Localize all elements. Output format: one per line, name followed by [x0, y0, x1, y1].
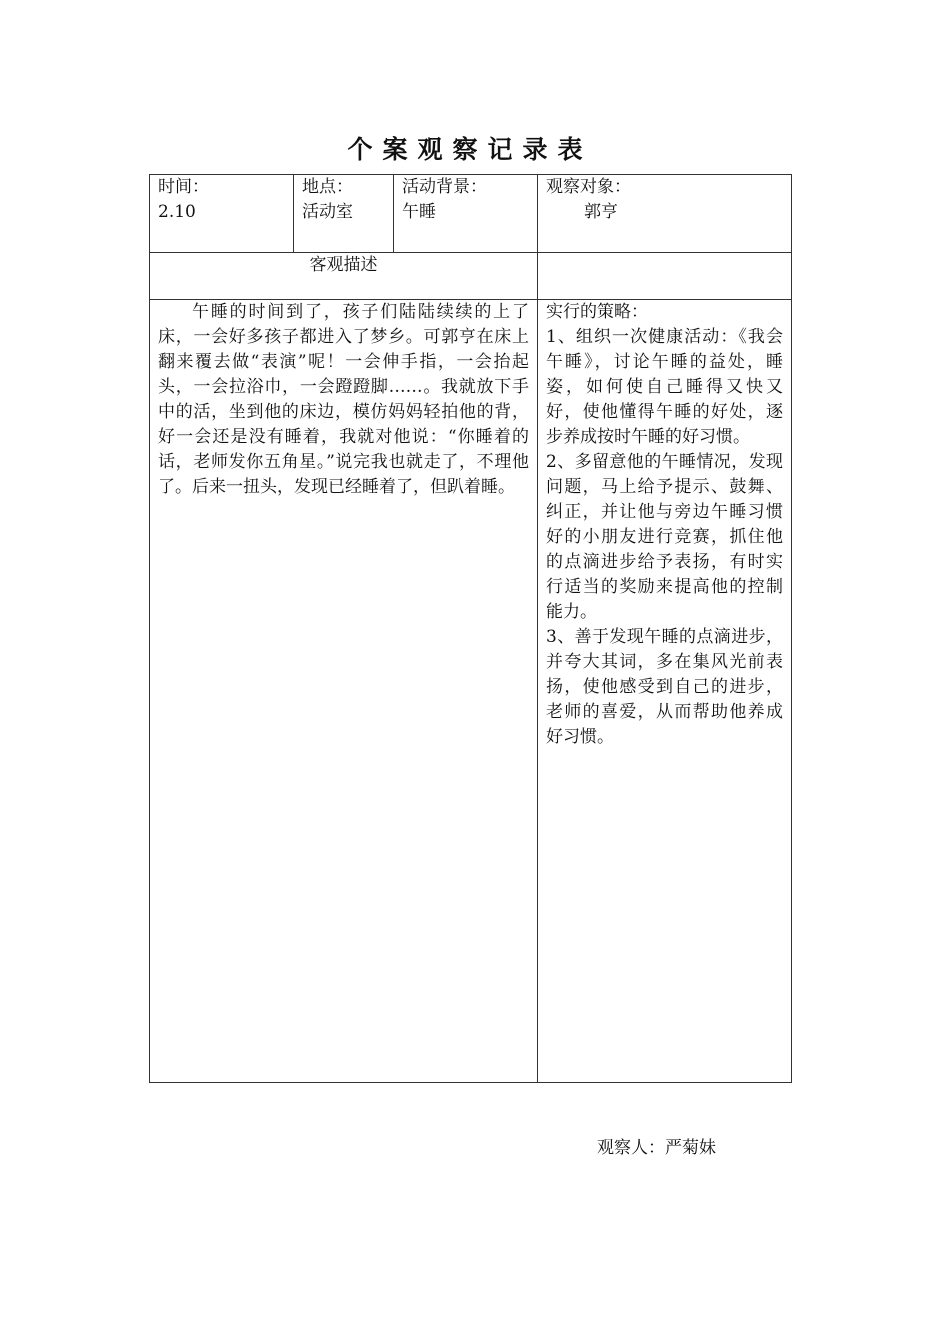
- observer-signature: 观察人：严菊妹: [597, 1138, 716, 1158]
- strategy-item: 2、多留意他的午睡情况，发现问题，马上给予提示、鼓舞、纠正，并让他与旁边午睡习惯好的小朋友进行竞赛，抓住他的点滴进步给予表扬，有时实行适当的奖励来提高他的控制能力。: [546, 452, 783, 622]
- info-row: [150, 175, 792, 253]
- place-cell: [294, 175, 394, 253]
- narrative-text: 午睡的时间到了，孩子们陆陆续续的上了床，一会好多孩子都进入了梦乡。可郭亨在床上翻来覆去做“表演”呢！一会伸手指，一会抬起头，一会拉浴巾，一会蹬蹬脚……。我就放下手中的活，坐到他的床边，模仿妈妈轻拍他的背，好一会还是没有睡着，我就对他说：“你睡着的话，老师发你五角星。”说完我也就走了，不理他了。后来一扭头，发现已经睡着了，但趴着睡。: [158, 302, 529, 497]
- time-value: 2.10: [158, 202, 196, 222]
- section-header-row: [150, 253, 792, 300]
- strategy-item: 3、善于发现午睡的点滴进步，并夸大其词，多在集风光前表扬，使他感受到自己的进步，老师的喜爱，从而帮助他养成好习惯。: [546, 627, 783, 747]
- objective-description-header: 客观描述: [150, 253, 538, 300]
- place-label: 地点：: [302, 177, 353, 197]
- observation-table: [149, 174, 792, 1083]
- strategy-title: 实行的策略：: [546, 302, 648, 322]
- subject-value: 郭亨: [584, 202, 618, 222]
- strategy-header-cell: [538, 253, 792, 300]
- narrative-cell: [150, 300, 538, 1083]
- strategy-cell: [538, 300, 792, 1083]
- time-label: 时间：: [158, 177, 209, 197]
- content-row: [150, 300, 792, 1083]
- place-value: 活动室: [302, 202, 353, 222]
- document-title: 个案观察记录表: [347, 135, 593, 164]
- background-cell: [394, 175, 538, 253]
- time-cell: [150, 175, 294, 253]
- background-label: 活动背景：: [402, 177, 487, 197]
- background-value: 午睡: [402, 202, 436, 222]
- strategy-item: 1、组织一次健康活动：《我会午睡》，讨论午睡的益处，睡姿，如何使自己睡得又快又好，使他懂得午睡的好处，逐步养成按时午睡的好习惯。: [546, 327, 783, 447]
- subject-cell: [538, 175, 792, 253]
- subject-label: 观察对象：: [546, 177, 631, 197]
